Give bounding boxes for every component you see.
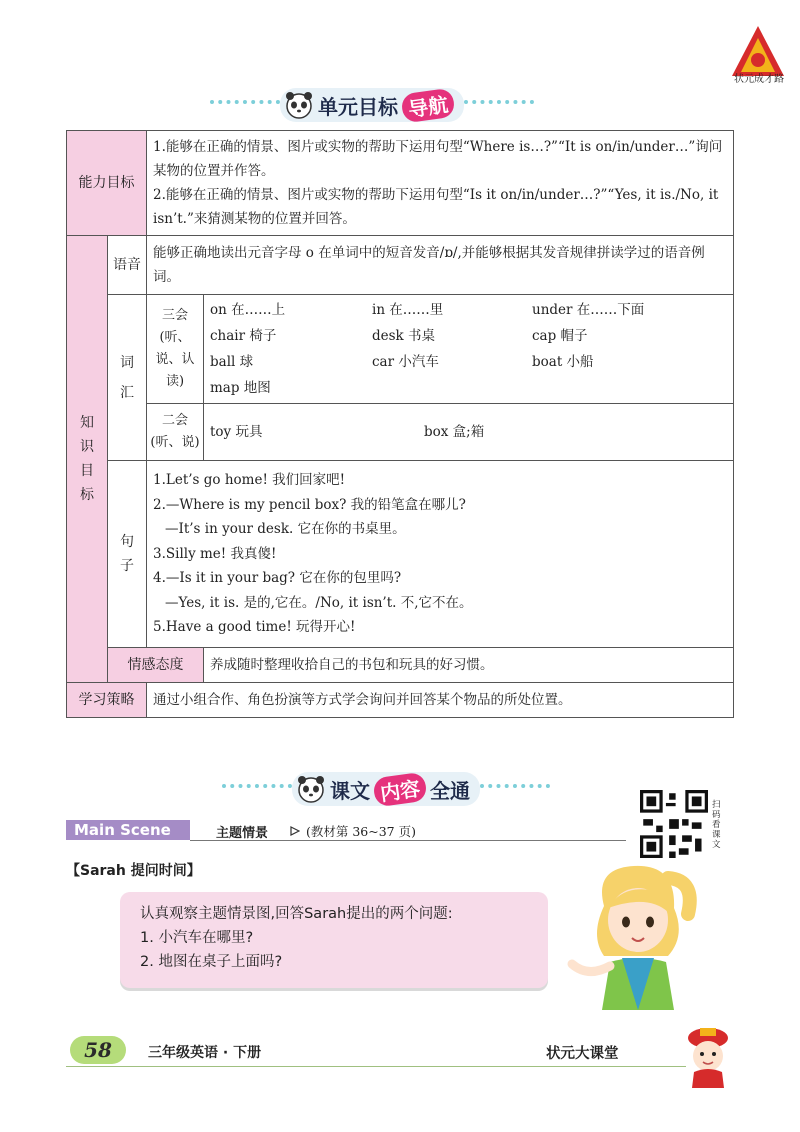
row-ability — [67, 131, 734, 236]
objectives-table — [66, 130, 734, 718]
sentences-content — [147, 461, 734, 648]
row-strategy — [67, 683, 734, 718]
sentence: 1.Let’s go home! 我们回家吧! — [153, 472, 346, 489]
question-item: 1. 小汽车在哪里? — [140, 930, 254, 946]
vocab-item: cap 帽子 — [532, 328, 588, 344]
label-vocab-three: 三会(听、说、认读) — [147, 295, 204, 404]
label-vocab-two: 二会(听、说) — [147, 404, 204, 461]
attitude-content: 养成随时整理收拾自己的书包和玩具的好习惯。 — [204, 648, 734, 683]
vocab-item: under 在……下面 — [532, 302, 645, 318]
vocab-item: toy 玩具 — [210, 424, 263, 440]
sentence: 3.Silly me! 我真傻! — [153, 545, 277, 562]
vocab-item: desk 书桌 — [372, 328, 436, 344]
label-vocab: 词汇 — [108, 295, 147, 461]
section-title: 课文 内容 全通 — [292, 772, 480, 806]
play-arrow-icon — [290, 826, 300, 836]
ability-content: 1.能够在正确的情景、图片或实物的帮助下运用句型“Where is…?”“It is on/in/under…”询问某物的位置并作答。 2.能够在正确的情景、图片或实物的帮助下运用句型“Is it on/in/under…?”“Yes, it is./No, it isn’t.”来猜测某物的位置并回答。 — [147, 131, 734, 236]
row-sentences — [67, 461, 734, 648]
vocab-item: boat 小船 — [532, 354, 594, 370]
brand-name: 状元大课堂 — [546, 1046, 619, 1062]
phonics-content: 能够正确地读出元音字母 o 在单词中的短音发音/ɒ/,并能够根据其发音规律拼读学过的语音例词。 — [147, 236, 734, 295]
highlight-word: 导航 — [400, 87, 456, 123]
vocab-item: ball 球 — [210, 354, 254, 370]
sentence: 4.—Is it in your bag? 它在你的包里吗? — [153, 570, 402, 587]
row-phonics — [67, 236, 734, 295]
row-label-ability: 能力目标 — [67, 131, 147, 236]
strategy-content: 通过小组合作、角色扮演等方式学会询问并回答某个物品的所处位置。 — [147, 683, 734, 718]
vocab-item: map 地图 — [210, 380, 271, 396]
qr-code-icon[interactable] — [640, 790, 708, 858]
label-phonics: 语音 — [108, 236, 147, 295]
vocab-two-list — [204, 404, 734, 461]
question-intro: 认真观察主题情景图,回答Sarah提出的两个问题: — [140, 906, 453, 922]
sarah-illustration — [564, 858, 714, 1010]
vocab-item: on 在……上 — [210, 302, 286, 318]
mascot-illustration — [678, 1024, 738, 1088]
question-box — [120, 892, 548, 988]
panda-icon — [296, 774, 326, 804]
row-label-strategy: 学习策略 — [67, 683, 147, 718]
label-sentences: 句子 — [108, 461, 147, 648]
row-attitude — [67, 648, 734, 683]
vocab-item: car 小汽车 — [372, 354, 439, 370]
scene-title: 主题情景 — [216, 826, 269, 841]
main-scene-bar — [66, 820, 626, 842]
logo-text: 状元成才路 — [734, 74, 784, 85]
row-vocab-three — [67, 295, 734, 404]
main-scene-tag: Main Scene — [66, 820, 190, 840]
sentence: 5.Have a good time! 玩得开心! — [153, 619, 356, 636]
question-item: 2. 地图在桌子上面吗? — [140, 954, 283, 970]
sarah-heading: 【Sarah 提问时间】 — [66, 863, 201, 879]
qr-caption: 扫码看课文 — [712, 800, 721, 850]
vocab-item: chair 椅子 — [210, 328, 277, 344]
panda-icon — [284, 90, 314, 120]
section-title: 单元目标 导航 — [280, 88, 464, 122]
vocab-item: box 盒;箱 — [424, 424, 485, 440]
sentence: —Yes, it is. 是的,它在。/No, it isn’t. 不,它不在。 — [165, 594, 473, 611]
page-number: 58 — [70, 1036, 126, 1064]
textbook-page-ref: (教材第 36~37 页) — [306, 824, 416, 839]
sentence: 2.—Where is my pencil box? 我的铅笔盒在哪儿? — [153, 496, 466, 513]
section-banner-goals — [210, 88, 534, 122]
row-label-knowledge: 知识目标 — [67, 236, 108, 683]
vocab-item: in 在……里 — [372, 302, 444, 318]
sentence: —It’s in your desk. 它在你的书桌里。 — [165, 521, 406, 538]
highlight-word: 内容 — [372, 771, 428, 807]
row-label-attitude: 情感态度 — [108, 648, 204, 683]
book-title: 三年级英语 · 下册 — [148, 1045, 262, 1061]
row-vocab-two — [67, 404, 734, 461]
vocab-three-list — [204, 295, 734, 404]
section-banner-content — [222, 772, 550, 806]
